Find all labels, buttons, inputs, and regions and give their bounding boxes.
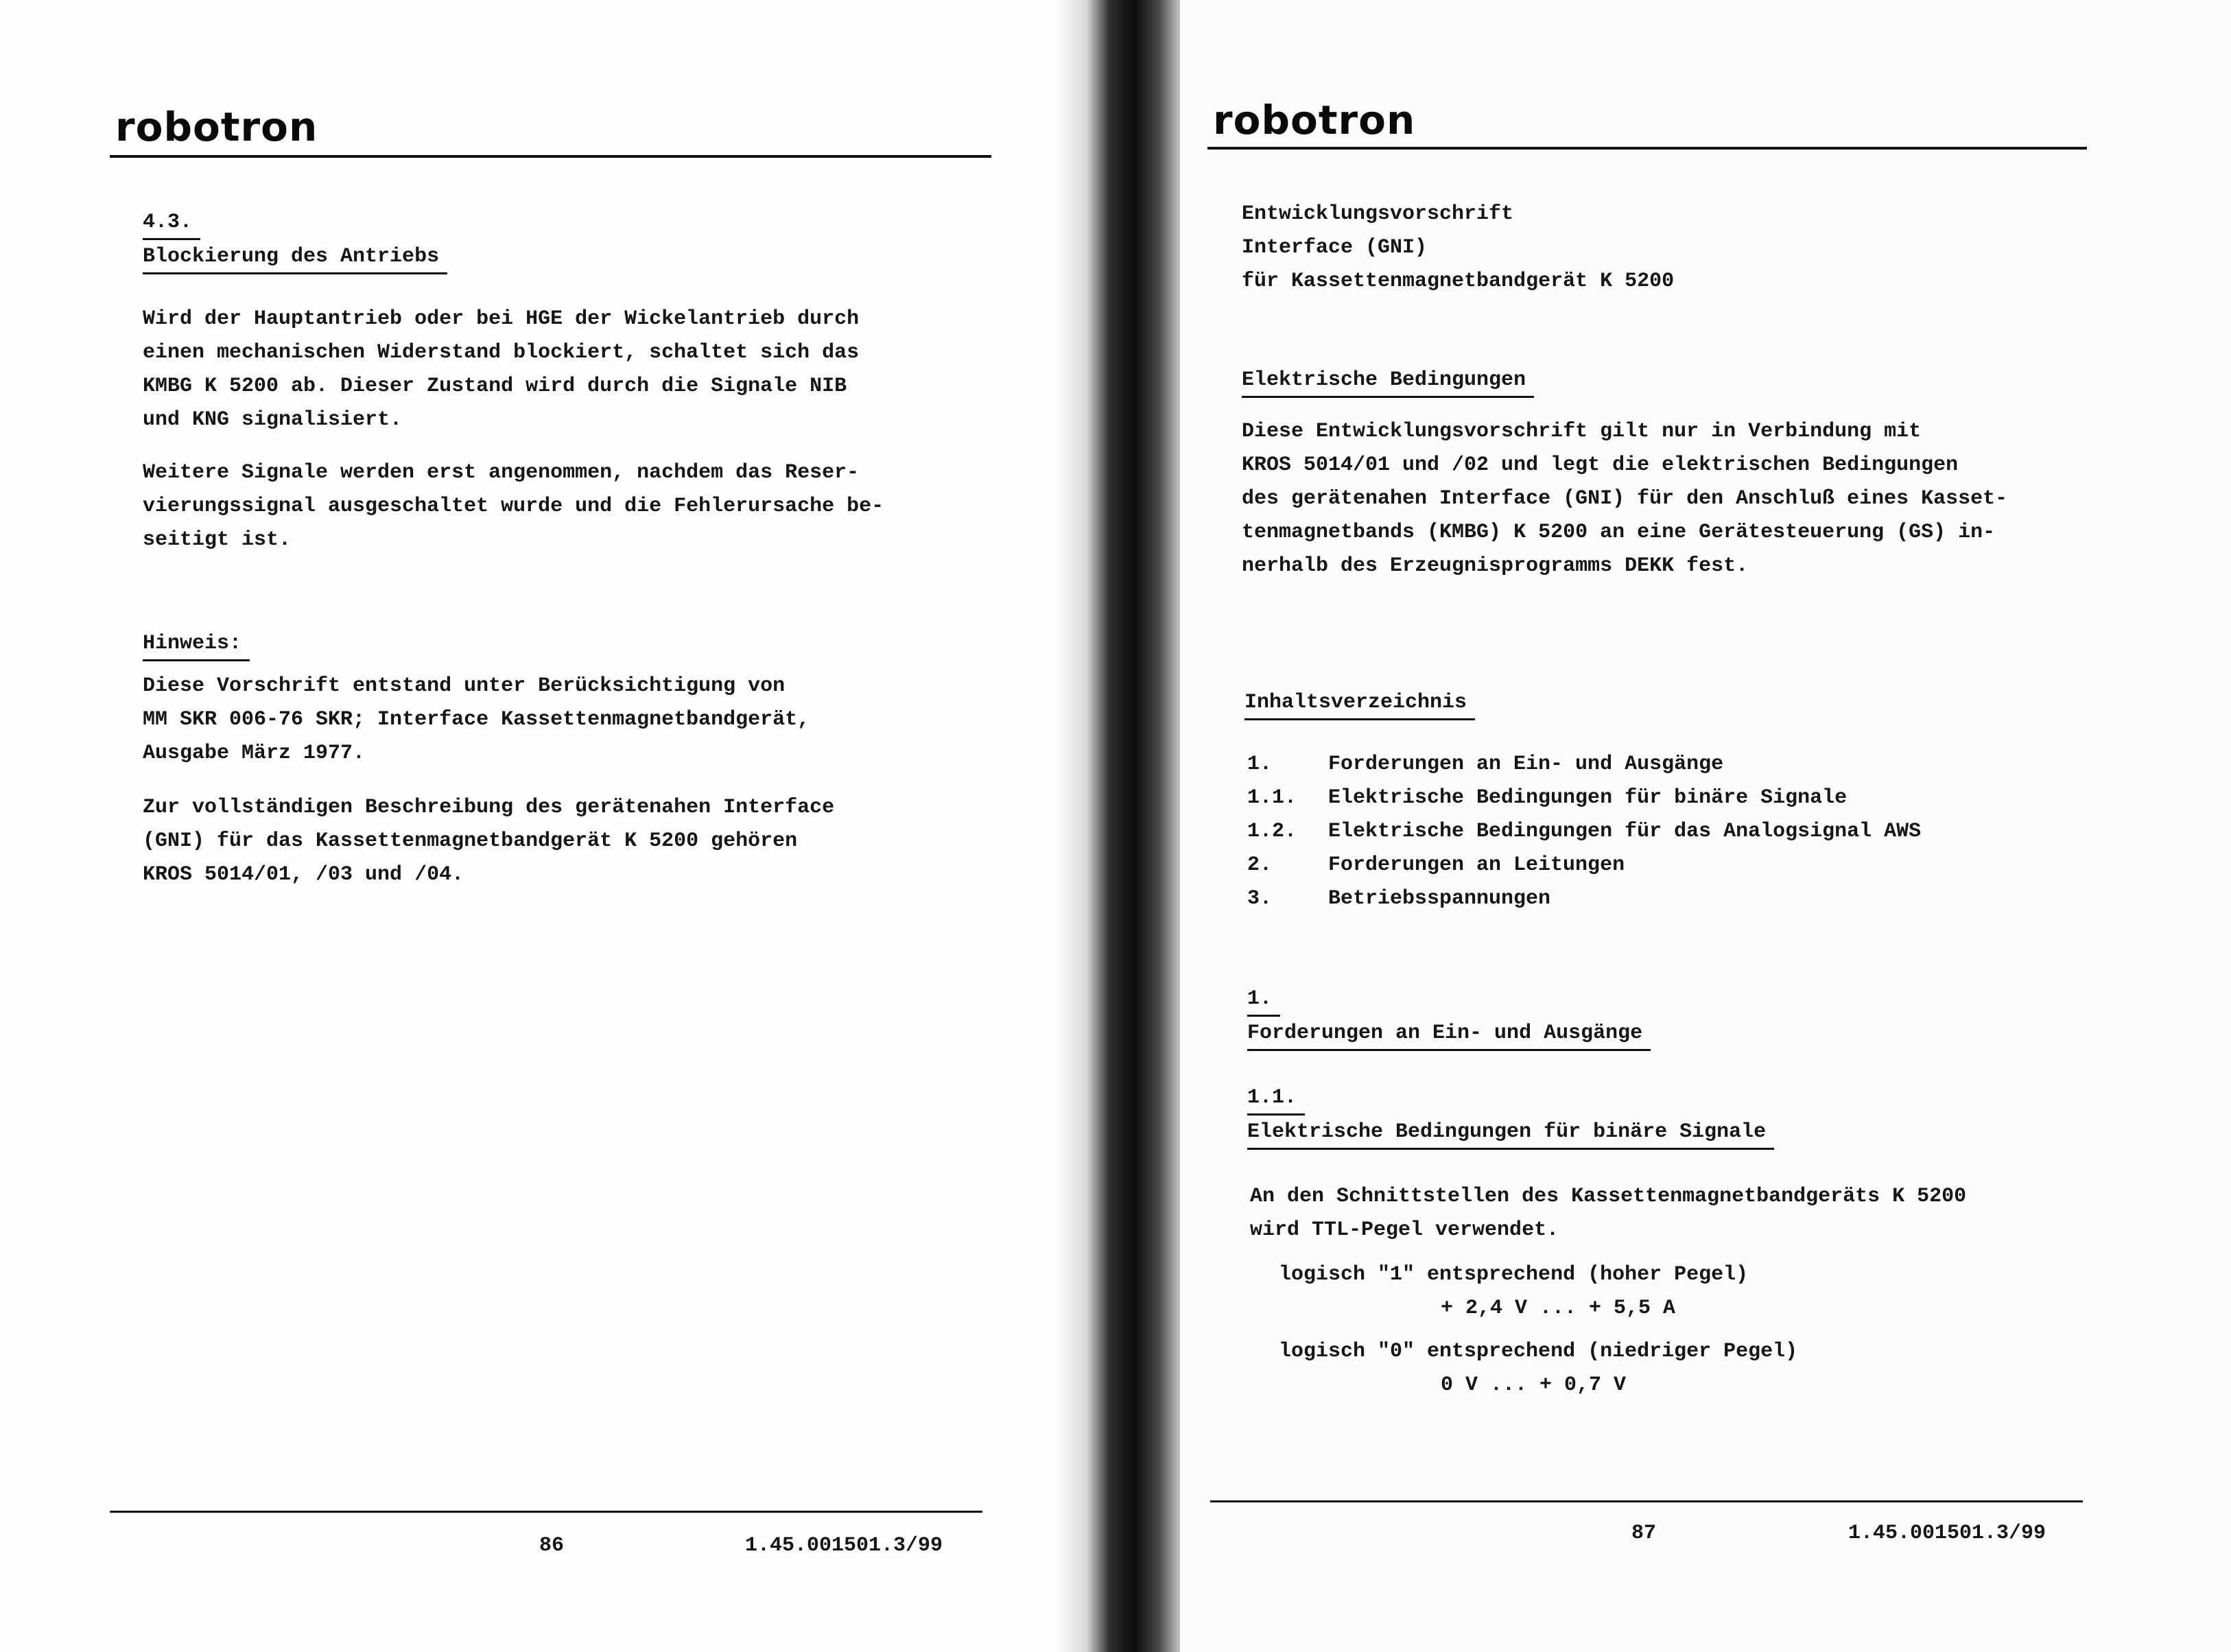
- text-line: KROS 5014/01, /03 und /04.: [143, 863, 464, 886]
- table-of-contents: [1247, 748, 1921, 916]
- robotron-logo: robotron: [1213, 97, 1416, 143]
- text-line: wird TTL-Pegel verwendet.: [1250, 1218, 1559, 1242]
- page-number: 86: [539, 1534, 565, 1557]
- text-line: Diese Entwicklungsvorschrift gilt nur in Verbindung mit: [1242, 420, 1922, 443]
- text-line: vierungssignal ausgeschaltet wurde und die Fehlerursache be-: [143, 495, 884, 518]
- section-title: Blockierung des Antriebs: [143, 241, 447, 274]
- text-line: Diese Vorschrift entstand unter Berücksichtigung von: [143, 674, 786, 698]
- elec-heading: Elektrische Bedingungen: [1242, 364, 1534, 398]
- paragraph-1: [143, 303, 859, 437]
- toc-item: [1247, 815, 1921, 849]
- note-heading-block: [143, 627, 250, 661]
- section-1-1-heading: [1247, 1081, 1774, 1150]
- note-paragraph-1: [143, 670, 810, 770]
- note-paragraph-2: [143, 791, 834, 892]
- text-line: Ausgabe März 1977.: [143, 742, 366, 765]
- section-number: 4.3.: [143, 206, 200, 240]
- text-line: Weitere Signale werden erst angenommen, nachdem das Reser-: [143, 461, 860, 484]
- text-line: tenmagnetbands (KMBG) K 5200 an eine Gerätesteuerung (GS) in-: [1242, 521, 1996, 544]
- title-line: Interface (GNI): [1242, 236, 1428, 259]
- document-title: [1242, 198, 1674, 298]
- text-line: und KNG signalisiert.: [143, 408, 403, 432]
- document-number: 1.45.001501.3/99: [745, 1534, 943, 1557]
- robotron-logo: robotron: [115, 104, 318, 150]
- section-1-1-paragraph: [1250, 1180, 1966, 1247]
- text-line: KROS 5014/01 und /02 und legt die elektrischen Bedingungen: [1242, 453, 1959, 477]
- toc-text: Betriebsspannungen: [1328, 887, 1551, 910]
- text-line: einen mechanischen Widerstand blockiert, schaltet sich das: [143, 341, 860, 364]
- toc-number: 2.: [1247, 853, 1273, 877]
- toc-number: 1.: [1247, 753, 1273, 776]
- toc-item: [1247, 781, 1921, 815]
- text-line: An den Schnittstellen des Kassettenmagnetbandgeräts K 5200: [1250, 1185, 1967, 1208]
- right-page: [1180, 0, 2231, 1652]
- toc-text: Forderungen an Leitungen: [1328, 853, 1625, 877]
- toc-heading-block: [1244, 686, 1475, 720]
- text-line: seitigt ist.: [143, 528, 292, 552]
- toc-number: 1.2.: [1247, 820, 1297, 843]
- toc-text: Elektrische Bedingungen für binäre Signale: [1328, 786, 1848, 810]
- toc-text: Elektrische Bedingungen für das Analogsignal AWS: [1328, 820, 1922, 843]
- text-line: des gerätenahen Interface (GNI) für den Anschluß eines Kasset-: [1242, 487, 2008, 510]
- section-1-1-title: Elektrische Bedingungen für binäre Signale: [1247, 1116, 1774, 1150]
- logic-0-value: 0 V ... + 0,7 V: [1441, 1373, 1627, 1397]
- paragraph-2: [143, 456, 884, 557]
- footer-rule: [110, 1511, 982, 1513]
- toc-item: [1247, 748, 1921, 781]
- section-1-heading: [1247, 982, 1651, 1051]
- title-line: Entwicklungsvorschrift: [1242, 202, 1514, 226]
- toc-heading: Inhaltsverzeichnis: [1244, 687, 1475, 720]
- header-rule: [110, 155, 991, 158]
- title-line: für Kassettenmagnetbandgerät K 5200: [1242, 270, 1675, 293]
- toc-text: Forderungen an Ein- und Ausgänge: [1328, 753, 1724, 776]
- section-1-title: Forderungen an Ein- und Ausgänge: [1247, 1017, 1651, 1051]
- toc-number: 3.: [1247, 887, 1273, 910]
- note-heading: Hinweis:: [143, 628, 250, 661]
- text-line: (GNI) für das Kassettenmagnetbandgerät K 5200 gehören: [143, 829, 798, 853]
- text-line: Zur vollständigen Beschreibung des gerätenahen Interface: [143, 796, 835, 819]
- toc-number: 1.1.: [1247, 786, 1297, 810]
- toc-item: [1247, 849, 1921, 882]
- elec-heading-block: [1242, 364, 1534, 398]
- text-line: MM SKR 006-76 SKR; Interface Kassettenmagnetbandgerät,: [143, 708, 810, 731]
- section-1-1-number: 1.1.: [1247, 1082, 1305, 1116]
- logic-1-value: + 2,4 V ... + 5,5 A: [1441, 1297, 1676, 1320]
- logic-1-label: logisch "1" entsprechend (hoher Pegel): [1279, 1263, 1749, 1286]
- toc-item: [1247, 882, 1921, 916]
- logic-levels: [1250, 1258, 1797, 1402]
- footer-rule: [1210, 1500, 2083, 1502]
- section-heading: [143, 206, 447, 274]
- header-rule: [1207, 147, 2087, 150]
- logic-0-label: logisch "0" entsprechend (niedriger Pegel): [1279, 1340, 1798, 1363]
- left-page: [0, 0, 1070, 1652]
- section-1-number: 1.: [1247, 983, 1280, 1017]
- document-number: 1.45.001501.3/99: [1848, 1522, 2046, 1545]
- elec-paragraph: [1242, 415, 2007, 583]
- page-number: 87: [1631, 1522, 1657, 1545]
- text-line: nerhalb des Erzeugnisprogramms DEKK fest.: [1242, 554, 1749, 578]
- text-line: KMBG K 5200 ab. Dieser Zustand wird durch die Signale NIB: [143, 375, 847, 398]
- text-line: Wird der Hauptantrieb oder bei HGE der Wickelantrieb durch: [143, 307, 860, 331]
